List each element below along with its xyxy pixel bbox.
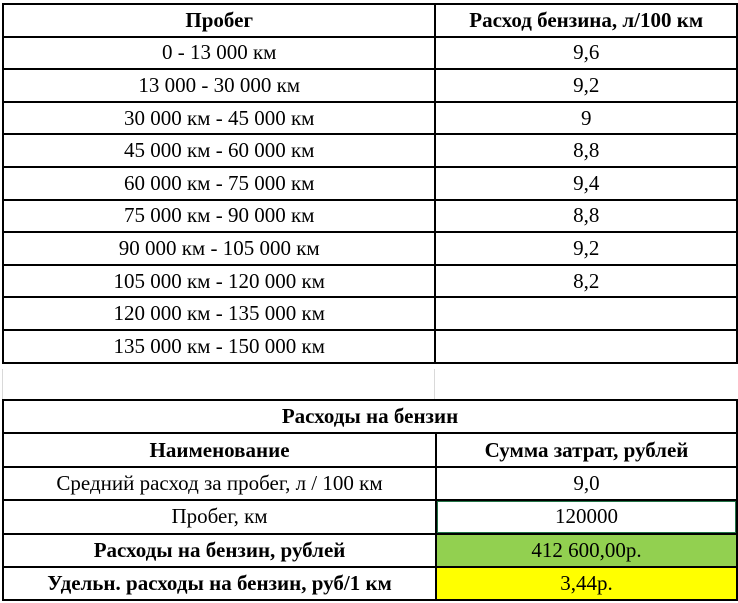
- table-row: [3, 200, 737, 233]
- header-amount[interactable]: Сумма затрат, рублей: [436, 433, 737, 466]
- table-row: [3, 102, 737, 135]
- consumption-cell[interactable]: 9,4: [435, 167, 737, 200]
- per-km-cost-cell[interactable]: 3,44р.: [436, 567, 737, 600]
- fuel-expenses-table: [2, 399, 738, 601]
- consumption-cell[interactable]: 9: [435, 102, 737, 135]
- consumption-cell[interactable]: 9,2: [435, 232, 737, 265]
- table-row: [3, 167, 737, 200]
- consumption-cell[interactable]: 8,8: [435, 200, 737, 233]
- table-title-row: [3, 400, 737, 433]
- header-mileage[interactable]: Пробег: [3, 4, 435, 37]
- expense-name-cell[interactable]: Удельн. расходы на бензин, руб/1 км: [3, 567, 436, 600]
- consumption-cell[interactable]: [435, 330, 737, 363]
- mileage-cell[interactable]: 60 000 км - 75 000 км: [3, 167, 435, 200]
- mileage-cell[interactable]: 120 000 км - 135 000 км: [3, 297, 435, 330]
- expense-name-cell[interactable]: Средний расход за пробег, л / 100 км: [3, 467, 436, 500]
- table-row: [3, 467, 737, 500]
- consumption-cell[interactable]: 9,2: [435, 69, 737, 102]
- fuel-consumption-table: [2, 3, 738, 364]
- consumption-cell[interactable]: 8,8: [435, 134, 737, 167]
- empty-grid-row[interactable]: [0, 369, 738, 399]
- table-header-row: [3, 433, 737, 466]
- total-fuel-cost-cell[interactable]: 412 600,00р.: [436, 534, 737, 567]
- mileage-cell[interactable]: 13 000 - 30 000 км: [3, 69, 435, 102]
- expense-name-cell[interactable]: Расходы на бензин, рублей: [3, 534, 436, 567]
- expense-name-cell[interactable]: Пробег, км: [3, 500, 436, 533]
- consumption-cell[interactable]: 8,2: [435, 265, 737, 298]
- table-row: [3, 567, 737, 600]
- mileage-cell[interactable]: 0 - 13 000 км: [3, 37, 435, 70]
- consumption-cell[interactable]: [435, 297, 737, 330]
- expenses-table-title[interactable]: Расходы на бензин: [3, 400, 737, 433]
- table-row: [3, 297, 737, 330]
- table-row: [3, 134, 737, 167]
- table-header-row: [3, 4, 737, 37]
- consumption-cell[interactable]: 9,6: [435, 37, 737, 70]
- table-row: [3, 500, 737, 533]
- expense-amount-cell[interactable]: 9,0: [436, 467, 737, 500]
- table-row: [3, 534, 737, 567]
- mileage-cell[interactable]: 30 000 км - 45 000 км: [3, 102, 435, 135]
- gridline: [2, 369, 3, 399]
- table-row: [3, 37, 737, 70]
- header-consumption[interactable]: Расход бензина, л/100 км: [435, 4, 737, 37]
- table-row: [3, 330, 737, 363]
- mileage-cell[interactable]: 75 000 км - 90 000 км: [3, 200, 435, 233]
- gridline: [434, 369, 435, 399]
- mileage-cell[interactable]: 135 000 км - 150 000 км: [3, 330, 435, 363]
- table-row: [3, 232, 737, 265]
- mileage-cell[interactable]: 45 000 км - 60 000 км: [3, 134, 435, 167]
- mileage-cell[interactable]: 90 000 км - 105 000 км: [3, 232, 435, 265]
- expense-amount-cell-selected[interactable]: 120000: [436, 500, 737, 533]
- table-row: [3, 69, 737, 102]
- table-row: [3, 265, 737, 298]
- mileage-cell[interactable]: 105 000 км - 120 000 км: [3, 265, 435, 298]
- header-name[interactable]: Наименование: [3, 433, 436, 466]
